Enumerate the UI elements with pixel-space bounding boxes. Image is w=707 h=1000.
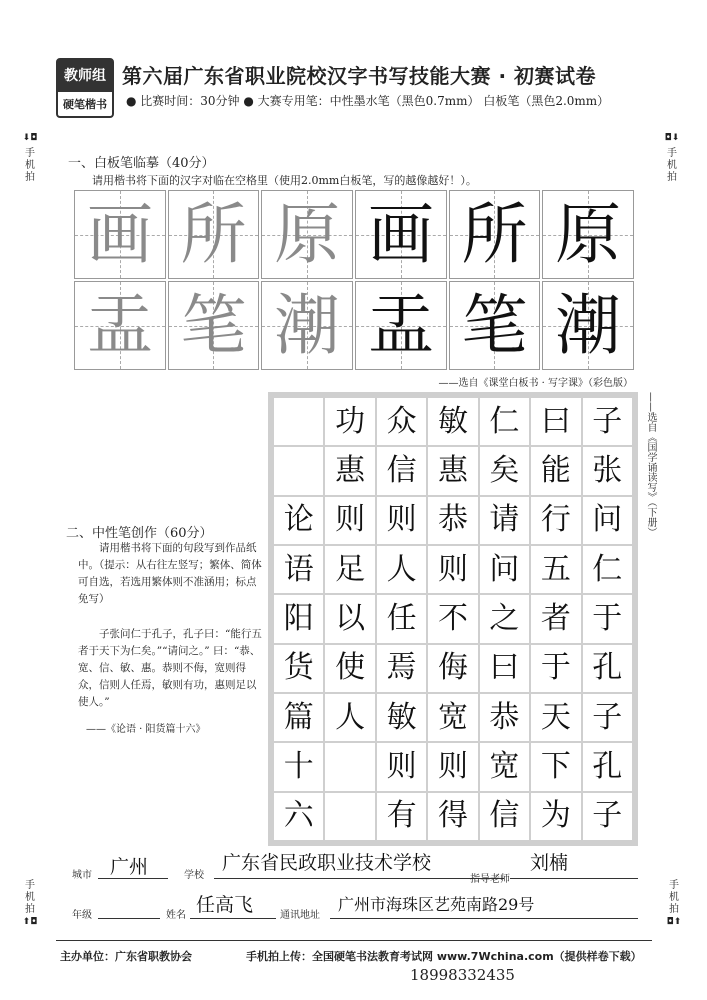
model-char-cell: 笔: [168, 281, 260, 370]
writing-grid-cell[interactable]: 则: [428, 546, 477, 593]
model-char-cell: 潮: [261, 281, 353, 370]
writing-grid-cell[interactable]: 子: [583, 694, 632, 741]
grade-field-line: [98, 918, 160, 919]
side-mark-top-left: [22, 132, 38, 184]
camera-icon: ◘⬇: [664, 133, 680, 143]
address-label: 通讯地址: [280, 910, 320, 921]
side-mark-label: 手机拍: [669, 880, 679, 915]
city-field[interactable]: 广州: [110, 856, 149, 878]
name-field-line: [190, 918, 276, 919]
whiteboard-copy-grid: [74, 190, 634, 370]
address-field[interactable]: 广州市海珠区艺苑南路29号: [338, 895, 535, 914]
school-label: 学校: [184, 870, 204, 881]
footer-divider: [56, 940, 652, 941]
teacher-label: 指导老师: [470, 874, 510, 885]
writing-grid-cell[interactable]: 语: [274, 546, 323, 593]
writing-grid-cell[interactable]: 问: [583, 497, 632, 544]
writing-grid-cell[interactable]: 者: [531, 595, 580, 642]
writing-grid-cell[interactable]: 使: [325, 645, 374, 692]
writing-grid-cell[interactable]: 曰: [480, 645, 529, 692]
writing-grid-cell[interactable]: 众: [377, 398, 426, 445]
model-char-cell: 原: [261, 190, 353, 279]
writing-grid-cell[interactable]: 恭: [480, 694, 529, 741]
writing-grid-cell[interactable]: 任: [377, 595, 426, 642]
copy-char-cell[interactable]: 画: [355, 190, 447, 279]
upload-text: 手机拍上传：全国硬笔书法教育考试网 www.7Wchina.com（提供样卷下载）: [246, 950, 642, 963]
copy-char-cell[interactable]: 笔: [449, 281, 541, 370]
side-mark-bottom-left: [22, 880, 38, 932]
writing-grid-cell[interactable]: 惠: [325, 447, 374, 494]
writing-grid-cell[interactable]: 五: [531, 546, 580, 593]
section2-instruction: 请用楷书将下面的句段写到作品纸中。（提示：从右往左竖写；繁体、简体可自选，若选用繁体则不准涵用；标点免写）: [78, 542, 262, 605]
writing-grid-cell[interactable]: 则: [428, 743, 477, 790]
school-field[interactable]: 广东省民政职业技术学校: [222, 852, 432, 874]
model-char-cell: 盂: [74, 281, 166, 370]
writing-grid-cell[interactable]: 宽: [480, 743, 529, 790]
writing-grid-cell[interactable]: 能: [531, 447, 580, 494]
writing-grid-cell[interactable]: 则: [325, 497, 374, 544]
writing-grid-cell[interactable]: 货: [274, 645, 323, 692]
writing-grid-cell[interactable]: 恭: [428, 497, 477, 544]
writing-grid-cell[interactable]: 于: [583, 595, 632, 642]
group-badge: [56, 58, 114, 118]
badge-group-label: 教师组: [58, 60, 112, 92]
writing-grid-cell[interactable]: 张: [583, 447, 632, 494]
writing-grid-cell[interactable]: 下: [531, 743, 580, 790]
writing-grid-cell[interactable]: 信: [377, 447, 426, 494]
writing-grid-cell[interactable]: 篇: [274, 694, 323, 741]
section2-passage-credit: ——《论语 · 阳货篇十六》: [86, 724, 206, 735]
copy-char-cell[interactable]: 潮: [542, 281, 634, 370]
writing-grid-cell[interactable]: 人: [325, 694, 374, 741]
writing-grid-cell[interactable]: 则: [377, 497, 426, 544]
writing-grid-cell[interactable]: 敏: [377, 694, 426, 741]
handwritten-phone: 18998332435: [410, 966, 515, 984]
sponsor-text: 主办单位：广东省职教协会: [60, 950, 192, 963]
writing-grid-cell[interactable]: 侮: [428, 645, 477, 692]
writing-grid-cell[interactable]: 人: [377, 546, 426, 593]
writing-grid-cell[interactable]: [325, 743, 374, 790]
name-label: 姓名: [166, 910, 186, 921]
writing-grid-cell[interactable]: 信: [480, 793, 529, 840]
teacher-field-line: [510, 878, 638, 879]
writing-grid-cell[interactable]: 功: [325, 398, 374, 445]
writing-grid-cell[interactable]: 行: [531, 497, 580, 544]
writing-grid-cell[interactable]: 问: [480, 546, 529, 593]
writing-grid-cell[interactable]: 十: [274, 743, 323, 790]
section2-title: 二、中性笔创作（60分）: [66, 526, 213, 541]
school-field-line: [214, 878, 504, 879]
copy-char-cell[interactable]: 原: [542, 190, 634, 279]
name-field[interactable]: 任高飞: [196, 894, 254, 916]
writing-grid-cell[interactable]: 孔: [583, 645, 632, 692]
section2-passage: 子张问仁于孔子，孔子曰：“能行五者于天下为仁矣。”“请问之。” 曰：“恭、宽、信、敏、惠。恭则不侮，宽则得众，信则人任焉，敏则有功，惠则足以使人。”: [78, 628, 262, 708]
copy-char-cell[interactable]: 所: [449, 190, 541, 279]
writing-grid-cell[interactable]: 天: [531, 694, 580, 741]
writing-grid-cell[interactable]: [274, 447, 323, 494]
writing-grid-cell[interactable]: 子: [583, 793, 632, 840]
writing-grid-cell[interactable]: 有: [377, 793, 426, 840]
section1-instruction: 请用楷书将下面的汉字对临在空格里（使用2.0mm白板笔，写的越像越好！）。: [92, 174, 477, 187]
camera-icon: ⬇◘: [22, 133, 38, 143]
exam-subtitle: ● 比赛时间：30分钟 ● 大赛专用笔：中性墨水笔（黑色0.7mm） 白板笔（黑色2.0mm）: [126, 94, 610, 108]
writing-grid-cell[interactable]: 曰: [531, 398, 580, 445]
camera-icon: ⬆◘: [22, 917, 38, 927]
copy-char-cell[interactable]: 盂: [355, 281, 447, 370]
writing-grid-cell[interactable]: 仁: [583, 546, 632, 593]
writing-grid-cell[interactable]: 敏: [428, 398, 477, 445]
writing-grid-cell[interactable]: 宽: [428, 694, 477, 741]
writing-grid-cell[interactable]: [274, 398, 323, 445]
section1-title: 一、白板笔临摹（40分）: [68, 156, 215, 171]
writing-grid-cell[interactable]: 请: [480, 497, 529, 544]
writing-grid-cell[interactable]: 足: [325, 546, 374, 593]
side-mark-top-right: [664, 132, 680, 184]
writing-grid-cell[interactable]: 以: [325, 595, 374, 642]
writing-grid-cell[interactable]: 惠: [428, 447, 477, 494]
writing-grid-cell[interactable]: 得: [428, 793, 477, 840]
writing-grid-cell[interactable]: 六: [274, 793, 323, 840]
section2-source-vertical: ——选自《国学诵读写》（下册）: [645, 392, 656, 537]
section1-credit: ——选自《课堂白板书 · 写字课》（彩色版）: [438, 378, 633, 389]
writing-grid-cell[interactable]: 子: [583, 398, 632, 445]
exam-title: 第六届广东省职业院校汉字书写技能大赛 · 初赛试卷: [122, 64, 597, 88]
writing-paper-grid: [274, 398, 632, 840]
writing-grid-cell[interactable]: 焉: [377, 645, 426, 692]
model-char-cell: 画: [74, 190, 166, 279]
writing-grid-cell[interactable]: 仁: [480, 398, 529, 445]
writing-grid-cell[interactable]: 阳: [274, 595, 323, 642]
camera-icon: ◘⬆: [666, 917, 682, 927]
writing-grid-cell[interactable]: 不: [428, 595, 477, 642]
model-char-cell: 所: [168, 190, 260, 279]
side-mark-label: 手机拍: [25, 880, 35, 915]
address-field-line: [330, 918, 638, 919]
writing-grid-cell[interactable]: 孔: [583, 743, 632, 790]
writing-grid-cell[interactable]: 于: [531, 645, 580, 692]
writing-grid-cell[interactable]: 论: [274, 497, 323, 544]
side-mark-bottom-right: [666, 880, 682, 932]
writing-grid-cell[interactable]: 为: [531, 793, 580, 840]
writing-grid-cell[interactable]: [325, 793, 374, 840]
writing-grid-cell[interactable]: 矣: [480, 447, 529, 494]
city-label: 城市: [72, 870, 92, 881]
badge-script-label: 硬笔楷书: [63, 98, 107, 111]
writing-grid-cell[interactable]: 则: [377, 743, 426, 790]
grade-label: 年级: [72, 910, 92, 921]
writing-grid-cell[interactable]: 之: [480, 595, 529, 642]
teacher-field[interactable]: 刘楠: [530, 852, 569, 874]
side-mark-label: 手机拍: [25, 148, 35, 183]
side-mark-label: 手机拍: [667, 148, 677, 183]
